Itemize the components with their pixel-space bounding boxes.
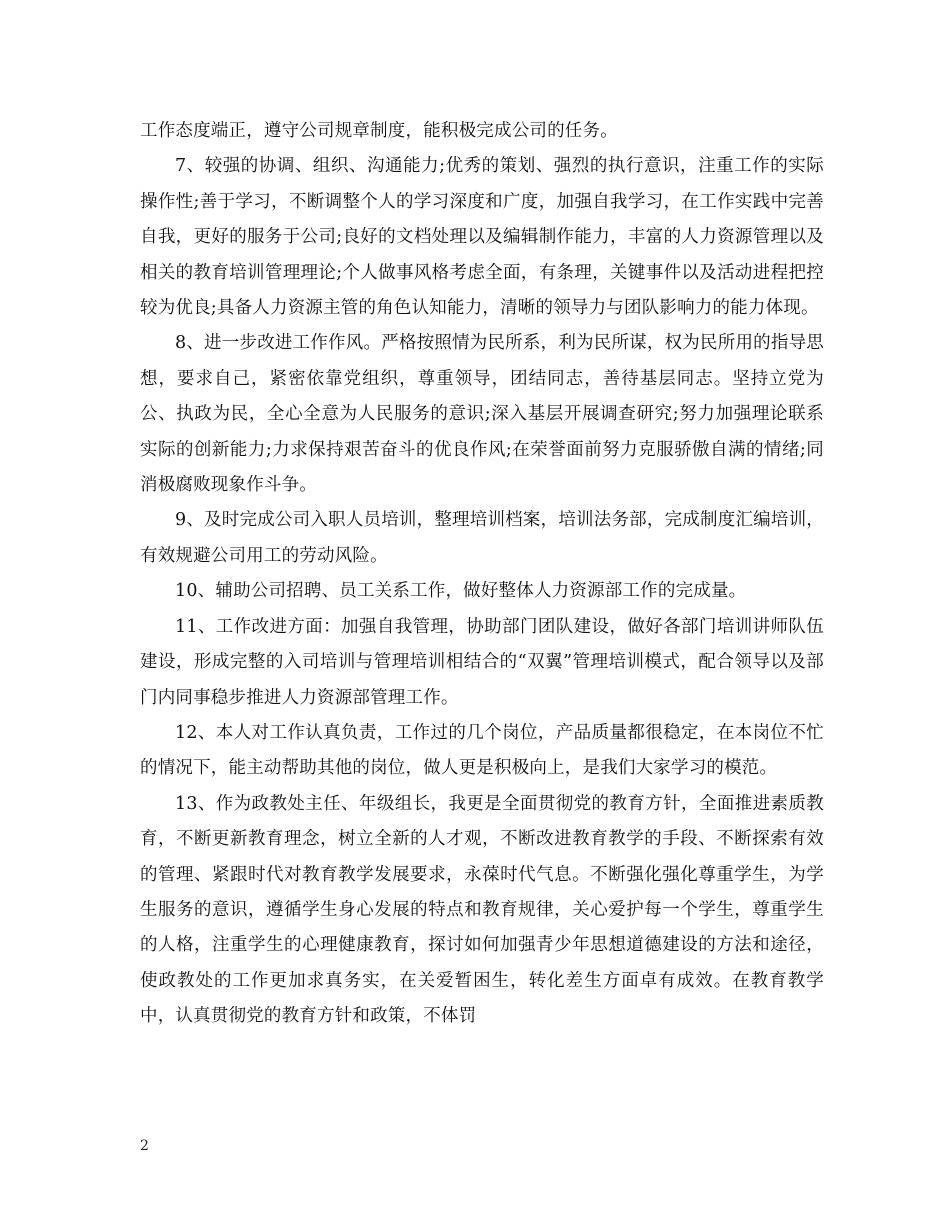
paragraph-item-10: 10、辅助公司招聘、员工关系工作，做好整体人力资源部工作的完成量。 (175, 581, 747, 602)
paragraph-item-11: 11、工作改进方面：加强自我管理，协助部门团队建设，做好各部门培训讲师队伍建设，形成完整的入司培训与管理培训相结合的“双翼”管理培训模式，配合领导以及部门内同事稳步推进人力资源部管理工作。 (140, 616, 824, 708)
page-number: 2 (140, 1138, 149, 1154)
paragraph-item-7: 7、较强的协调、组织、沟通能力;优秀的策划、强烈的执行意识，注重工作的实际操作性;善于学习，不断调整个人的学习深度和广度，加强自我学习，在工作实践中完善自我，更好的服务于公司;良好的文档处理以及编辑制作能力，丰富的人力资源管理以及相关的教育培训管理理论;个人做事风格考虑全面，有条理，关键事件以及活动进程把控较为优良;具备人力资源主管的角色认知能力，清晰的领导力与团队影响力的能力体现。 (140, 156, 824, 319)
paragraph-item-12: 12、本人对工作认真负责，工作过的几个岗位，产品质量都很稳定，在本岗位不忙的情况下，能主动帮助其他的岗位，做人更是积极向上，是我们大家学习的模范。 (140, 722, 824, 779)
paragraph-item-9: 9、及时完成公司入职人员培训，整理培训档案，培训法务部，完成制度汇编培训，有效规避公司用工的劳动风险。 (140, 510, 824, 566)
paragraph-item-13: 13、作为政教处主任、年级组长，我更是全面贯彻党的教育方针，全面推进素质教育，不断更新教育理念，树立全新的人才观，不断改进教育教学的手段、不断探索有效的管理、紧跟时代对教育教学发展要求，永葆时代气息。不断强化强化尊重学生，为学生服务的意识，遵循学生身心发展的特点和教育规律，关心爱护每一个学生，尊重学生的人格，注重学生的心理健康教育，探讨如何加强青少年思想道德建设的方法和途径，使政教处的工作更加求真务实，在关爱暂困生，转化差生方面卓有成效。在教育教学中，认真贯彻党的教育方针和政策，不体罚 (140, 793, 824, 1027)
paragraph-continued: 工作态度端正，遵守公司规章制度，能积极完成公司的任务。 (140, 121, 618, 141)
paragraph-item-8: 8、进一步改进工作作风。严格按照情为民所系，利为民所谋，权为民所用的指导思想，要求自己，紧密依靠党组织，尊重领导，团结同志，善待基层同志。坚持立党为公、执政为民，全心全意为人民服务的意识;深入基层开展调查研究;努力加强理论联系实际的创新能力;力求保持艰苦奋斗的优良作风;在荣誉面前努力克服骄傲自满的情绪;同消极腐败现象作斗争。 (140, 333, 824, 496)
document-body (140, 114, 824, 1035)
